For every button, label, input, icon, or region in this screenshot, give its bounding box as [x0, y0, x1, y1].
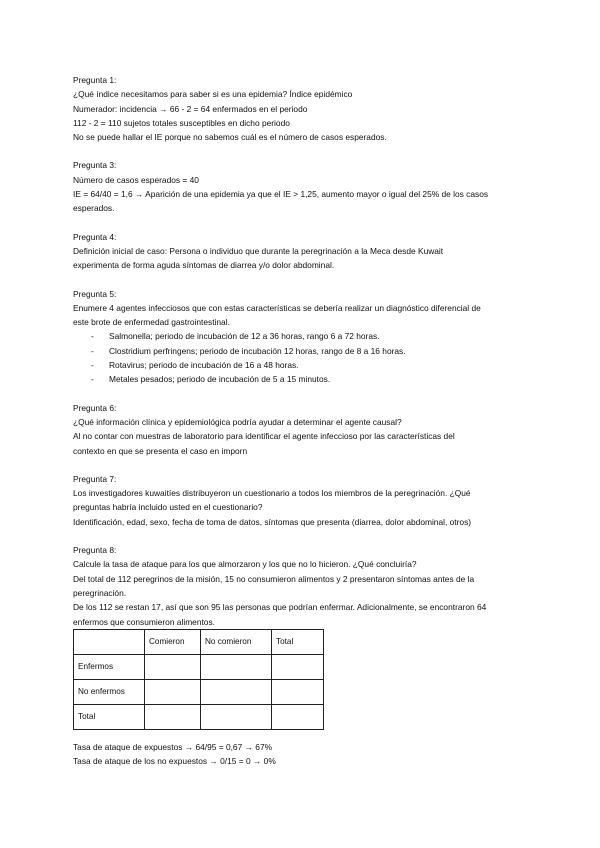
question-8 [73, 543, 533, 768]
attack-rate-table [73, 629, 324, 730]
question-3-line: IE = 64/40 = 1,6 → Aparición de una epidemia ya que el IE > 1,25, aumento mayor o igual del 25% de los casos [73, 189, 489, 200]
question-8-title: Pregunta 8: [73, 545, 117, 556]
question-6-line: Al no contar con muestras de laboratorio para identificar el agente infeccioso por las características del [73, 431, 455, 442]
question-3 [73, 158, 533, 215]
table-cell [201, 704, 272, 729]
table-row-label: Total [74, 704, 145, 729]
question-1-line: ¿Qué índice necesitamos para saber si es una epidemia? Índice epidémico [73, 89, 353, 100]
question-3-title: Pregunta 3: [73, 160, 117, 171]
question-1 [73, 73, 533, 144]
list-item: - Metales pesados; periodo de incubación de 5 a 15 minutos. [73, 372, 533, 386]
table-header-cell: Total [272, 629, 324, 654]
question-4 [73, 230, 533, 273]
table-cell [201, 679, 272, 704]
attack-rate-unexposed: Tasa de ataque de los no expuestos → 0/15 = 0 → 0% [73, 756, 276, 767]
question-1-line: No se puede hallar el IE porque no sabemos cuál es el número de casos esperados. [73, 132, 387, 143]
table-cell [272, 654, 324, 679]
question-8-line: Del total de 112 peregrinos de la misión, 15 no consumieron alimentos y 2 presentaron síntomas antes de la [73, 573, 475, 584]
question-8-line: peregrinación. [73, 587, 127, 598]
question-7 [73, 472, 533, 529]
question-8-line: Calcule la tasa de ataque para los que almorzaron y los que no lo hicieron. ¿Qué concluiría? [73, 559, 417, 570]
question-1-line: 112 - 2 = 110 sujetos totales susceptibles en dicho periodo [73, 117, 290, 128]
question-3-line: Número de casos esperados = 40 [73, 174, 199, 185]
question-6 [73, 401, 533, 458]
question-5-line: Enumere 4 agentes infecciosos que con estas características se debería realizar un diagnóstico diferencial de [73, 302, 481, 313]
table-row-label: Enfermos [74, 654, 145, 679]
question-8-line: enfermos que consumieron alimentos. [73, 616, 215, 627]
question-7-line: Los investigadores kuwaitíes distribuyeron un cuestionario a todos los miembros de la peregrinación. ¿Qué [73, 488, 471, 499]
table-header-cell [74, 629, 145, 654]
table-cell [201, 654, 272, 679]
question-4-line: Definición inicial de caso: Persona o individuo que durante la peregrinación a la Meca desde Kuwait [73, 245, 444, 256]
table-header-row [74, 629, 324, 654]
table-cell [272, 679, 324, 704]
table-cell [145, 704, 201, 729]
question-6-line: ¿Qué información clínica y epidemiológica podría ayudar a determinar el agente causal? [73, 416, 402, 427]
list-item: - Rotavirus; periodo de incubación de 16 a 48 horas. [73, 358, 533, 372]
attack-rate-exposed: Tasa de ataque de expuestos → 64/95 = 0,67 → 67% [73, 741, 273, 752]
table-row [74, 679, 324, 704]
question-6-line: contexto en que se presenta el caso en imporn [73, 445, 248, 456]
table-header-cell: No comieron [201, 629, 272, 654]
list-item: - Salmonella; periodo de incubación de 12 a 36 horas, rango 6 a 72 horas. [73, 329, 533, 343]
question-5-line: este brote de enfermedad gastrointestinal. [73, 317, 230, 328]
table-row [74, 654, 324, 679]
question-8-line: De los 112 se restan 17, así que son 95 las personas que podrían enfermar. Adicionalmente, se encontraron 64 [73, 602, 487, 613]
table-cell [145, 654, 201, 679]
question-5 [73, 287, 533, 387]
document-page [73, 73, 533, 768]
agents-list [73, 329, 533, 386]
question-4-line: experimenta de forma aguda síntomas de diarrea y/o dolor abdominal. [73, 260, 335, 271]
table-cell [145, 679, 201, 704]
table-row-label: No enfermos [74, 679, 145, 704]
question-7-title: Pregunta 7: [73, 473, 117, 484]
table-row [74, 704, 324, 729]
question-4-title: Pregunta 4: [73, 231, 117, 242]
question-7-line: Identificación, edad, sexo, fecha de toma de datos, síntomas que presenta (diarrea, dolor abdominal, otros) [73, 516, 472, 527]
question-3-line: esperados. [73, 203, 115, 214]
question-1-line: Numerador: incidencia → 66 - 2 = 64 enfermados en el periodo [73, 103, 308, 114]
question-1-title: Pregunta 1: [73, 75, 117, 85]
table-cell [272, 704, 324, 729]
table-header-cell: Comieron [145, 629, 201, 654]
list-item: - Clostridium perfringens; periodo de incubación 12 horas, rango de 8 a 16 horas. [73, 344, 533, 358]
question-6-title: Pregunta 6: [73, 402, 117, 413]
question-5-title: Pregunta 5: [73, 288, 117, 299]
question-7-line: preguntas habría incluido usted en el cuestionario? [73, 502, 263, 513]
